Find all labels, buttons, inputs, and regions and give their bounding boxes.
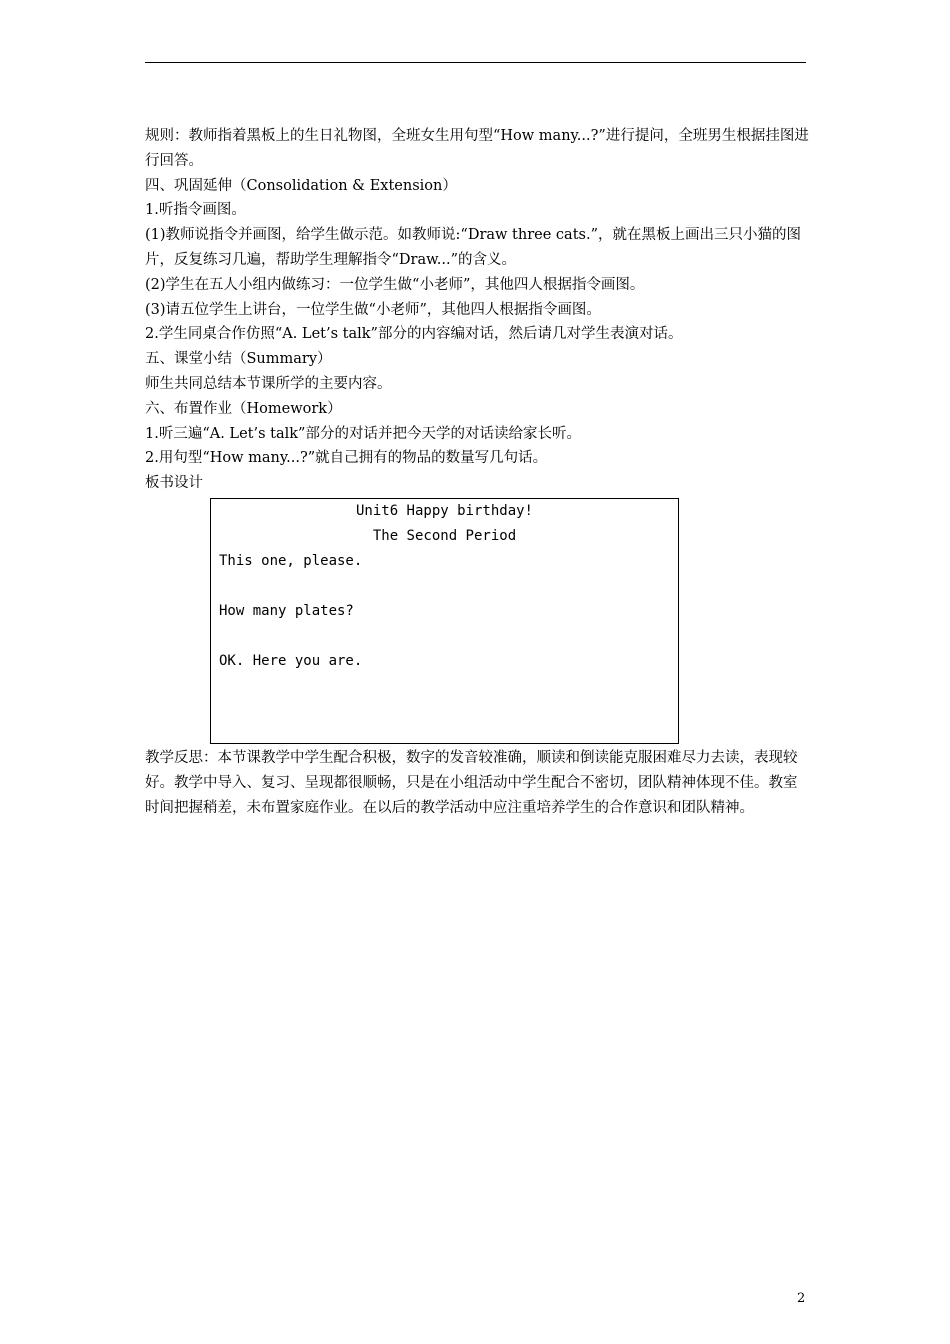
section-heading-consolidation: 四、巩固延伸（Consolidation & Extension）: [145, 177, 457, 194]
blackboard-design-box: [210, 498, 679, 744]
board-line: How many plates?: [219, 602, 354, 619]
list-item: 2.学生同桌合作仿照“A. Let’s talk”部分的内容编对话，然后请几对学生表演对话。: [145, 326, 683, 343]
list-item: (1)教师说指令并画图，给学生做示范。如教师说:“Draw three cats.”，就在黑板上画出三只小猫的图片，反复练习几遍，帮助学生理解指令“Draw...”的含义。: [145, 227, 801, 268]
board-title: Unit6 Happy birthday!: [355, 502, 533, 519]
list-item: (2)学生在五人小组内做练习：一位学生做“小老师”，其他四人根据指令画图。: [145, 276, 645, 293]
list-item: 2.用句型“How many...?”就自己拥有的物品的数量写几句话。: [145, 450, 548, 467]
reflection-paragraph: 教学反思：本节课教学中学生配合积极，数字的发音较准确，顺读和倒读能克服困难尽力去读，表现较好。教学中导入、复习、呈现都很顺畅，只是在小组活动中学生配合不密切，团队精神体现不佳。教室时间把握稍差，未布置家庭作业。在以后的教学活动中应注重培养学生的合作意识和团队精神。: [145, 749, 798, 816]
list-item: (3)请五位学生上讲台，一位学生做“小老师”，其他四人根据指令画图。: [145, 301, 601, 318]
board-design-label: 板书设计: [145, 475, 203, 492]
header-rule: [145, 62, 806, 63]
rules-paragraph: 规则：教师指着黑板上的生日礼物图，全班女生用句型“How many...?”进行提问，全班男生根据挂图进行回答。: [145, 128, 809, 169]
board-subtitle: The Second Period: [372, 527, 517, 544]
board-line: This one, please.: [219, 552, 363, 569]
list-item: 1.听三遍“A. Let’s talk”部分的对话并把今天学的对话读给家长听。: [145, 425, 581, 442]
list-item: 1.听指令画图。: [145, 202, 246, 219]
document-body: [145, 124, 810, 820]
page-number: 2: [797, 1291, 806, 1306]
section-heading-homework: 六、布置作业（Homework）: [145, 400, 342, 417]
board-line: OK. Here you are.: [219, 652, 363, 669]
summary-paragraph: 师生共同总结本节课所学的主要内容。: [145, 375, 392, 392]
section-heading-summary: 五、课堂小结（Summary）: [145, 351, 332, 368]
